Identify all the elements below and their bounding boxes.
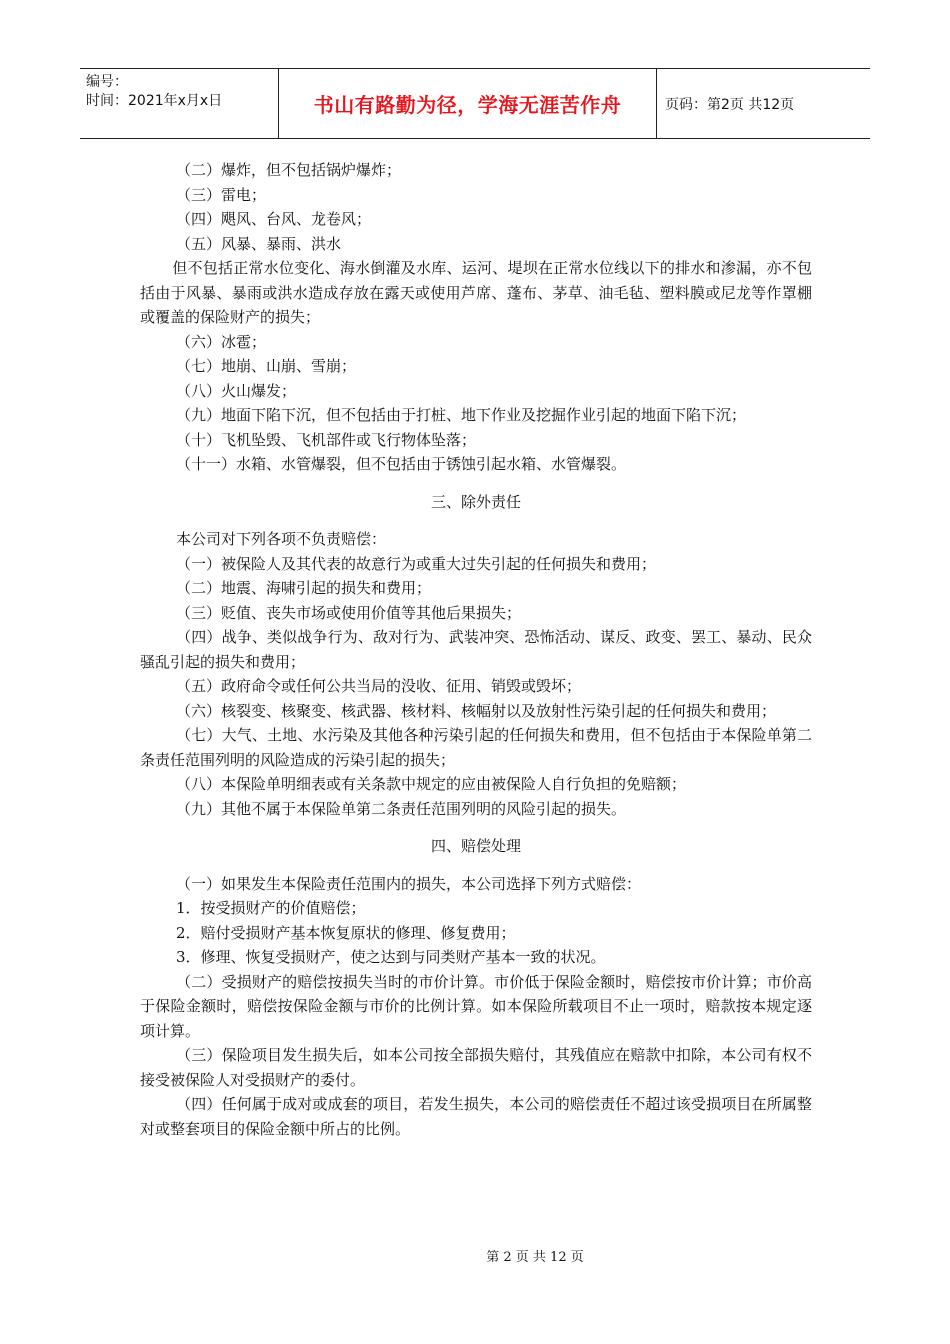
list-item-text: （二）受损财产的赔偿按损失当时的市价计算。市价低于保险金额时，赔偿按市价计算；市价高于保险金额时，赔偿按保险金额与市价的比例计算。如本保险所载项目不止一项时，赔款按本规定逐项计算。 [140, 972, 812, 1040]
list-item-text: （六）核裂变、核聚变、核武器、核材料、核幅射以及放射性污染引起的任何损失和费用； [176, 701, 777, 720]
list-item [140, 970, 812, 1044]
list-item: （六）冰雹； [176, 332, 267, 351]
list-item: （二）地震、海啸引起的损失和费用； [176, 579, 432, 597]
header-page-cell [657, 69, 870, 138]
list-item: （三）雷电； [176, 185, 267, 204]
list-item: 3．修理、恢复受损财产，使之达到与同类财产基本一致的状况。 [176, 948, 606, 966]
list-item-text: （四）战争、类似战争行为、敌对行为、武装冲突、恐怖活动、谋反、政变、罢工、暴动、民众骚乱引起的损失和费用； [140, 628, 812, 671]
header-meta [80, 69, 279, 138]
list-item [140, 1092, 812, 1141]
list-item: （三）贬值、丧失市场或使用价值等其他后果损失； [176, 603, 522, 622]
list-item-text: （七）大气、土地、水污染及其他各种污染引起的任何损失和费用，但不包括由于本保险单第二条责任范围列明的风险造成的污染引起的损失； [140, 726, 812, 769]
list-item: （四）飓风、台风、龙卷风； [176, 210, 372, 228]
list-item: （一）如果发生本保险责任范围内的损失，本公司选择下列方式赔偿： [176, 874, 642, 893]
list-item [140, 625, 812, 674]
paragraph [140, 256, 812, 330]
section-intro: 本公司对下列各项不负责赔偿： [176, 530, 387, 548]
list-item [140, 1043, 812, 1092]
list-item-text: （四）任何属于成对或成套的项目，若发生损失，本公司的赔偿责任不超过该受损项目在所属整对或整套项目的保险金额中所占的比例。 [140, 1095, 812, 1138]
list-item: （十）飞机坠毁、飞机部件或飞行物体坠落； [176, 430, 477, 449]
document-date: 时间：2021年x月x日 [86, 93, 223, 109]
header-page-number: 页码：第2页 共12页 [665, 96, 795, 113]
list-item: 2．赔付受损财产基本恢复原状的修理、修复费用； [176, 923, 516, 942]
document-body [140, 158, 812, 1141]
list-item: （二）爆炸，但不包括锅炉爆炸； [176, 161, 402, 179]
section-heading: 四、赔偿处理 [430, 837, 521, 855]
page-header [80, 68, 870, 139]
document-number: 编号： [86, 74, 128, 90]
list-item [140, 723, 812, 772]
list-item: （一）被保险人及其代表的故意行为或重大过失引起的任何损失和费用； [176, 554, 657, 573]
list-item-text: （三）保险项目发生损失后，如本公司按全部损失赔付，其残值应在赔款中扣除，本公司有权不接受被保险人对受损财产的委付。 [140, 1046, 812, 1089]
list-item: （十一）水箱、水管爆裂，但不包括由于锈蚀引起水箱、水管爆裂。 [176, 455, 627, 473]
header-motto-cell [279, 69, 657, 138]
header-motto: 书山有路勤为径，学海无涯苦作舟 [313, 93, 622, 117]
list-item: （五）政府命令或任何公共当局的没收、征用、销毁或毁坏； [176, 677, 582, 695]
list-item: （九）其他不属于本保险单第二条责任范围列明的风险引起的损失。 [176, 799, 627, 818]
section2-note: 但不包括正常水位变化、海水倒灌及水库、运河、堤坝在正常水位线以下的排水和渗漏，亦不包括由于风暴、暴雨或洪水造成存放在露天或使用芦席、蓬布、茅草、油毛毡、塑料膜或尼龙等作罩棚或覆盖的保险财产的损失； [140, 259, 812, 326]
list-item: （九）地面下陷下沉，但不包括由于打桩、地下作业及挖掘作业引起的地面下陷下沉； [176, 406, 747, 424]
list-item: （八）本保险单明细表或有关条款中规定的应由被保险人自行负担的免赔额； [176, 775, 687, 793]
list-item [140, 699, 812, 724]
list-item: （八）火山爆发； [176, 381, 297, 400]
list-item: （七）地崩、山崩、雪崩； [176, 357, 357, 375]
list-item: 1．按受损财产的价值赔偿； [176, 899, 366, 917]
page-footer: 第 2 页 共 12 页 [486, 1250, 584, 1265]
list-item: （五）风暴、暴雨、洪水 [176, 234, 342, 253]
section-heading: 三、除外责任 [430, 492, 521, 511]
